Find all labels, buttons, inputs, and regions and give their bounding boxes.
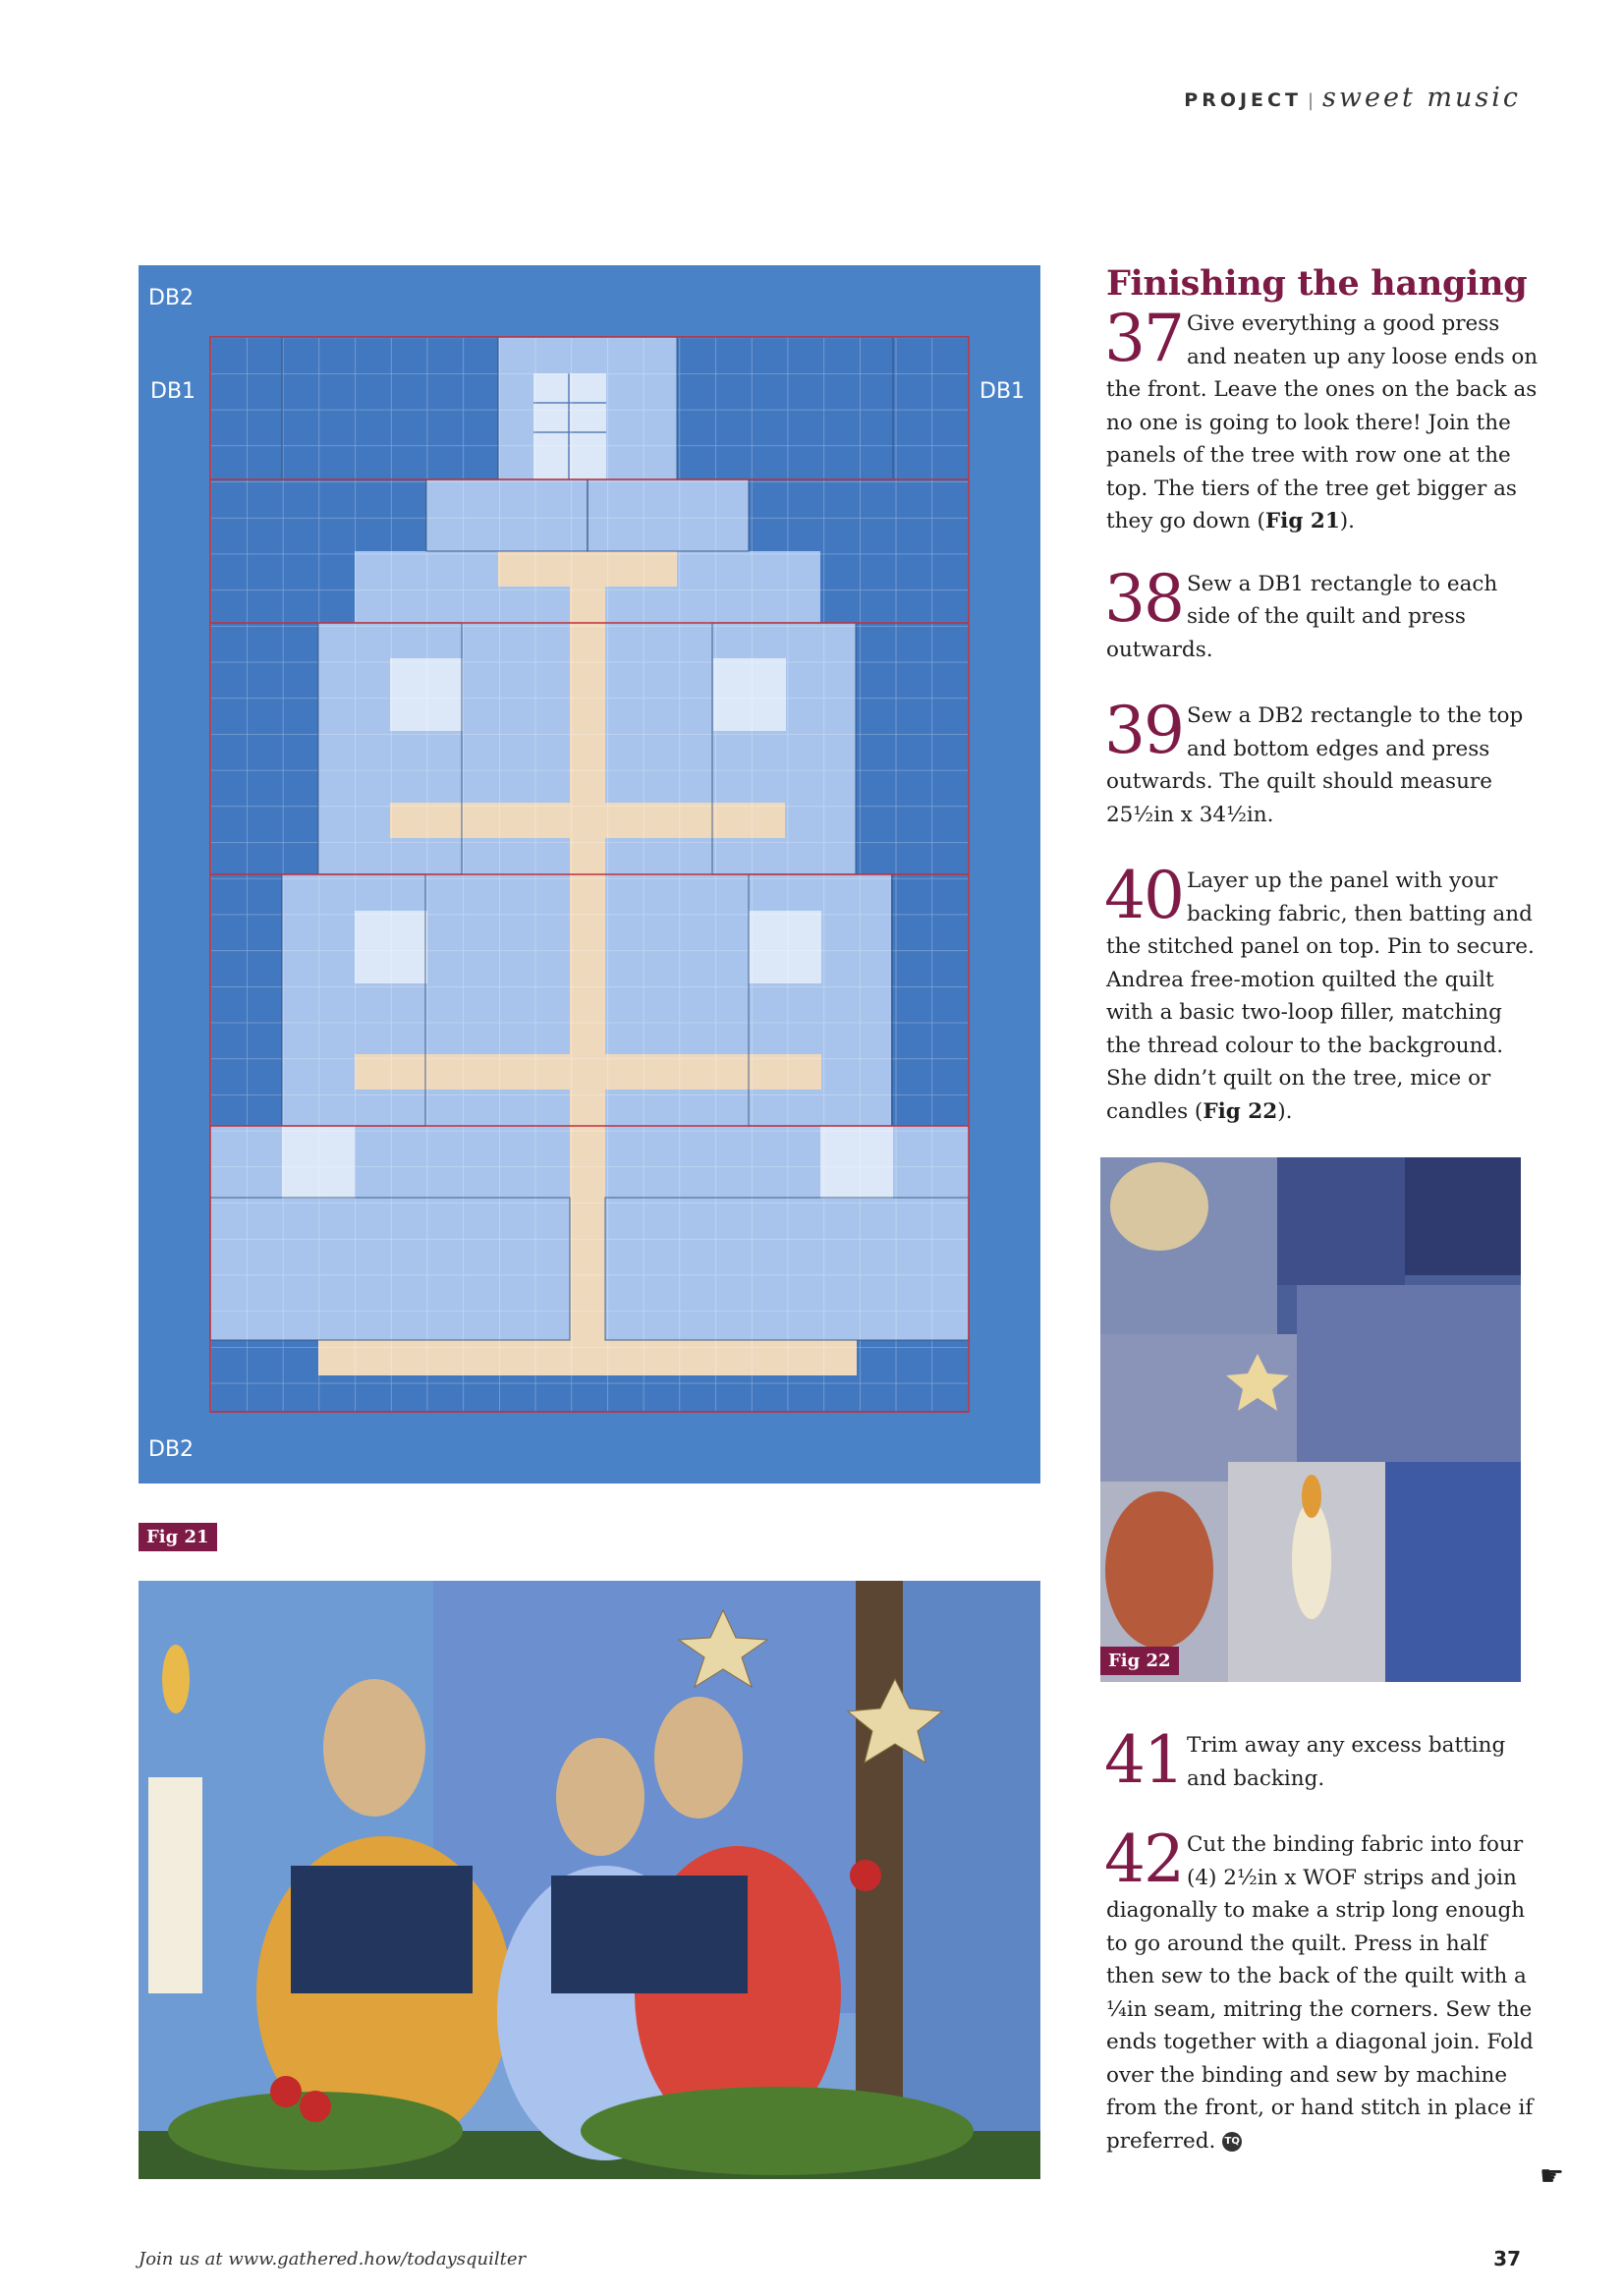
step-41 [1104, 1722, 1539, 1798]
step-37 [1104, 301, 1539, 538]
step-number: 38 [1104, 560, 1183, 637]
step-number: 39 [1104, 693, 1183, 768]
section-heading: Finishing the hanging [1106, 263, 1528, 304]
label-db2-top: DB2 [148, 286, 195, 310]
step-text: Give everything a good press and neaten up any loose ends on the front. Leave the ones on the back as no one is going to look there! Join the panels of the tree with row one at the top. The tiers of the tree get bigger as they go down ( [1106, 311, 1539, 533]
step-number: 41 [1104, 1722, 1183, 1798]
label-db1-left: DB1 [150, 379, 196, 404]
step-text: ). [1277, 1098, 1293, 1124]
label-db2-bottom: DB2 [148, 1437, 195, 1462]
header-title: sweet music [1322, 83, 1521, 113]
photo-singing-mice [139, 1581, 1040, 2179]
photo-quilting-detail [1100, 1157, 1521, 1682]
step-text: Cut the binding fabric into four (4) 2½in x WOF strips and join diagonally to make a strip long enough to go around the quilt. Press in half then sew to the back of the quilt with a ¼in seam, mitring the corners. Sew the ends together with a diagonal join. Fold over the binding and sew by machine from the front, or hand stitch in place if preferred. [1106, 1832, 1534, 2154]
instructions-column-lower [1104, 1722, 1539, 2157]
fig21-label: Fig 21 [139, 1523, 217, 1551]
fig-ref: Fig 21 [1264, 509, 1340, 533]
fig-ref: Fig 22 [1203, 1098, 1278, 1124]
step-text: Trim away any excess batting and backing. [1186, 1733, 1506, 1791]
header-project: PROJECT [1184, 89, 1302, 111]
step-38 [1104, 560, 1539, 667]
step-39 [1104, 693, 1539, 831]
step-42 [1104, 1821, 1539, 2157]
header-separator: | [1307, 90, 1317, 111]
fig22-label: Fig 22 [1100, 1647, 1179, 1675]
pointing-hand-icon: ☛ [1539, 2159, 1565, 2192]
footer-url: Join us at www.gathered.how/todaysquilter [139, 2249, 527, 2269]
step-number: 42 [1104, 1821, 1183, 1897]
step-text: ). [1339, 509, 1356, 533]
step-number: 40 [1104, 858, 1183, 933]
step-number: 37 [1104, 301, 1183, 376]
step-40 [1104, 858, 1539, 1128]
label-db1-right: DB1 [979, 379, 1026, 404]
fig21-quilt-diagram [139, 265, 1040, 1484]
running-header [1184, 83, 1521, 113]
instructions-column [1106, 263, 1539, 1128]
page-number: 37 [1493, 2247, 1521, 2270]
end-mark-icon: TQ [1222, 2132, 1242, 2152]
step-text: Layer up the panel with your backing fabric, then batting and the stitched panel on top. Pin to secure. Andrea free-motion quilted the quilt with a basic two-loop filler, matching the thread colour to the background. She didn’t quilt on the tree, mice or candles ( [1106, 868, 1535, 1124]
step-text: Sew a DB2 rectangle to the top and bottom edges and press outwards. The quilt should measure 25½in x 34½in. [1106, 703, 1524, 827]
step-text: Sew a DB1 rectangle to each side of the quilt and press outwards. [1106, 571, 1498, 662]
